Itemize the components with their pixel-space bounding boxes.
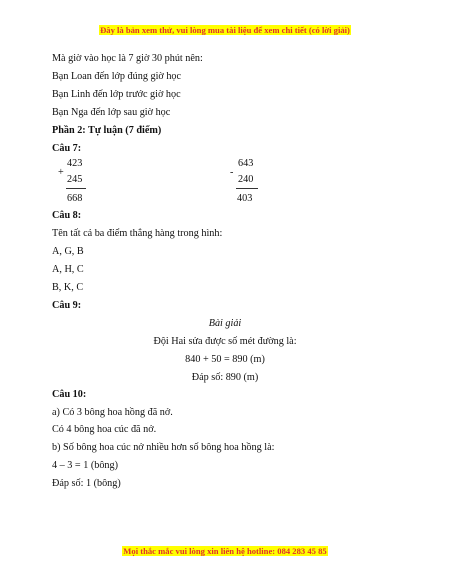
q7-label: Câu 7: (52, 143, 82, 154)
addend-2: 245 (67, 174, 83, 185)
q8-prompt: Tên tất cả ba điểm thẳng hàng trong hình: (52, 228, 223, 239)
q9-answer: Đáp số: 890 (m) (191, 372, 259, 383)
q10-calc: 4 – 3 = 1 (bông) (52, 460, 119, 471)
difference-result: 403 (237, 193, 253, 204)
q8-answer-2: A, H, C (52, 264, 84, 275)
q10-part-a-line-2: Có 4 bông hoa cúc đã nở. (52, 424, 157, 435)
sum-rule (66, 188, 86, 189)
hotline-banner (0, 546, 450, 556)
preview-notice-text: Đây là bản xem thử, vui lòng mua tài liệu để xem chi tiết (có lời giải) (100, 25, 350, 35)
intro-line-3: Bạn Linh đến lớp trước giờ học (52, 89, 181, 100)
q8-answer-3: B, K, C (52, 282, 84, 293)
intro-line-4: Bạn Nga đến lớp sau giờ học (52, 107, 171, 118)
q10-part-a: a) Có 3 bông hoa hồng đã nở. (52, 407, 173, 418)
difference-rule (236, 188, 258, 189)
addend-1: 423 (67, 158, 83, 169)
plus-sign: + (58, 167, 64, 178)
q10-answer: Đáp số: 1 (bông) (52, 478, 121, 489)
part2-title: Phần 2: Tự luận (7 điểm) (52, 125, 162, 136)
q9-line-1: Đội Hai sửa được số mét đường là: (153, 336, 297, 347)
q9-label: Câu 9: (52, 300, 82, 311)
addition-calc (58, 158, 98, 208)
q8-answer-1: A, G, B (52, 246, 84, 257)
intro-line-2: Bạn Loan đến lớp đúng giờ học (52, 71, 182, 82)
minus-sign: - (230, 167, 234, 178)
minuend: 643 (238, 158, 254, 169)
q10-label: Câu 10: (52, 389, 87, 400)
q8-label: Câu 8: (52, 210, 82, 221)
intro-line-1: Mà giờ vào học là 7 giờ 30 phút nên: (52, 53, 203, 64)
q10-part-b: b) Số bông hoa cúc nở nhiều hơn số bông hoa hồng là: (52, 442, 275, 453)
q9-calc: 840 + 50 = 890 (m) (185, 354, 265, 365)
subtrahend: 240 (238, 174, 254, 185)
hotline-text: Mọi thắc mắc vui lòng xin liên hệ hotline: 084 283 45 85 (123, 546, 327, 556)
q9-heading: Bài giải (208, 318, 242, 329)
sum-result: 668 (67, 193, 83, 204)
subtraction-calc (230, 158, 270, 208)
preview-notice-banner (0, 25, 450, 35)
